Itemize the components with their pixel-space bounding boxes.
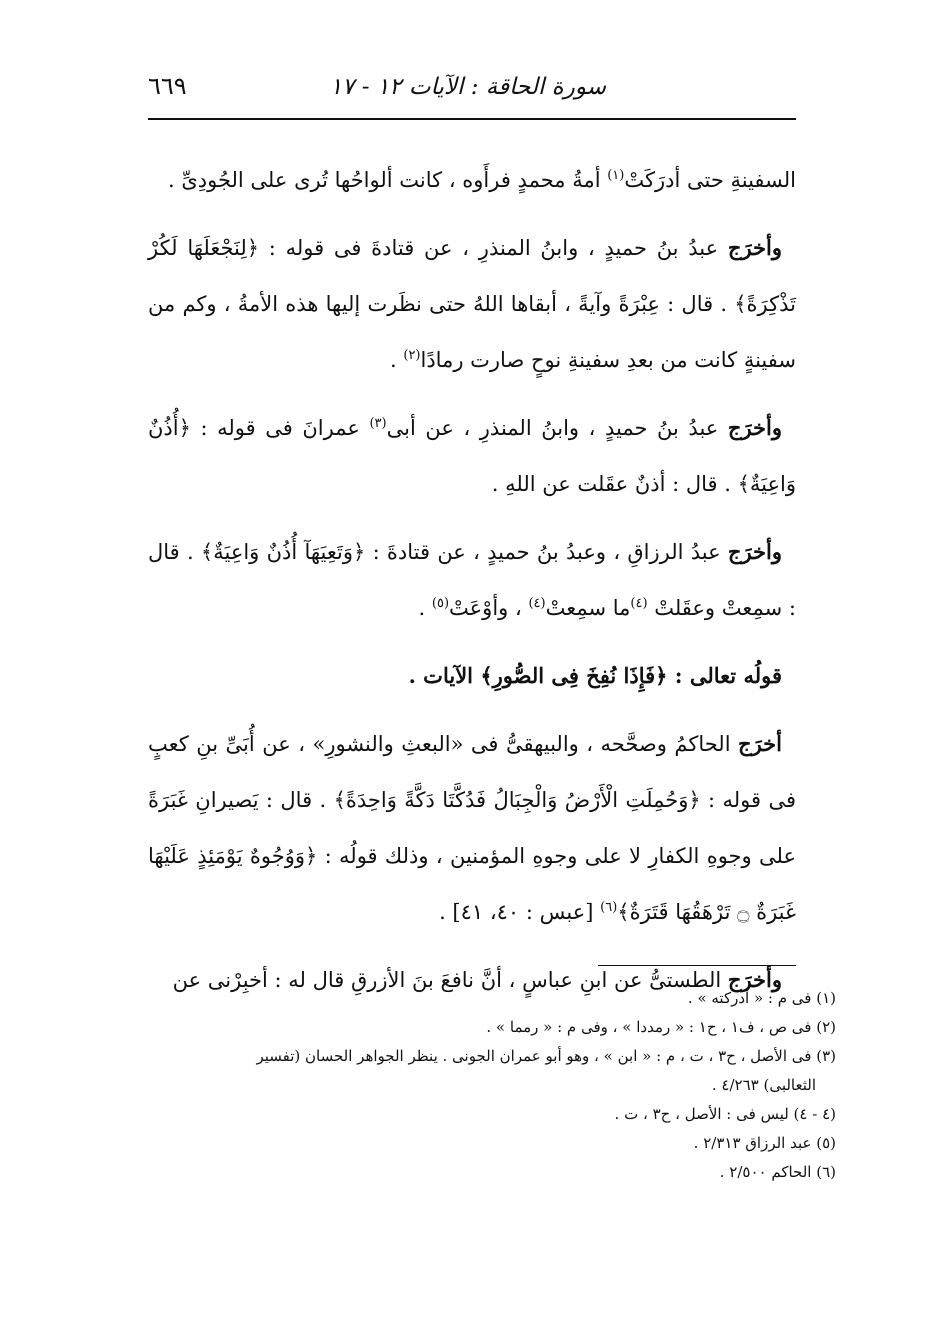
- footnote-3: (٣) فى الأصل ، ح٣ ، ت ، م : « ابن » ، وهو أبو عمران الجونى . ينظر الجواهر الحسان (تفسير: [256, 1047, 836, 1065]
- paragraph-text: .: [390, 348, 404, 372]
- footnote-rule: [598, 965, 796, 966]
- running-title: سورة الحاقة : الآيات ١٢ - ١٧: [329, 74, 606, 100]
- paragraph-text: الطستىُّ عن ابنِ عباسٍ ، أنَّ نافعَ بنَ الأزرقِ قال له : أخبِرْنى عن: [172, 968, 728, 992]
- footnotes: [148, 984, 836, 1187]
- paragraph-text: ، وأوْعَتْ: [449, 596, 529, 620]
- paragraph-text: السفينةِ حتى أدرَكَتْ: [624, 168, 796, 192]
- paragraph-5: [148, 716, 796, 940]
- footnote-ref-4-open[interactable]: (٤): [630, 596, 648, 611]
- main-text: [148, 152, 796, 1020]
- paragraph-text: أمةُ محمدٍ فرأَوه ، كانت ألواحُها تُرى على الجُودِىِّ .: [167, 168, 608, 192]
- footnote-ref-6[interactable]: (٦): [600, 900, 618, 915]
- footnote-1: (١) فى م : « أدركته » .: [687, 989, 836, 1007]
- paragraph-text: عمرانَ فى قوله : ﴿أُذُنٌ وَاعِيَةٌ﴾ . قال : أذنٌ عقَلت عن اللهِ .: [148, 416, 796, 496]
- paragraph-label: وأخرَج: [727, 967, 782, 992]
- paragraph-text: ما سمِعتْ: [545, 596, 631, 620]
- paragraph-text: عبدُ الرزاقِ ، وعبدُ بنُ حميدٍ ، عن قتادةَ : ﴿وَتَعِيَهَآ أُذُنٌ وَاعِيَةٌ﴾ . قال : سمِعتْ وعقَلتْ: [148, 540, 796, 620]
- footnote-5: (٥) عبد الرزاق ٢/٣١٣ .: [693, 1134, 836, 1152]
- heading-text: ﴿فَإِذَا نُفِخَ فِى الصُّورِ﴾ الآيات .: [408, 663, 675, 688]
- paragraph-label: وأخرَج: [727, 235, 782, 260]
- footnote-ref-4-close[interactable]: (٤): [528, 596, 546, 611]
- paragraph-label: وأخرَج: [727, 539, 782, 564]
- footnote-ref-5[interactable]: (٥): [431, 596, 450, 611]
- footnote-4: (٤ - ٤) ليس فى : الأصل ، ح٣ ، ت .: [614, 1105, 836, 1123]
- paragraph-4: [148, 524, 796, 636]
- paragraph-label: وأخرَج: [727, 415, 782, 440]
- footnote-6: (٦) الحاكم ٢/٥٠٠ .: [719, 1163, 836, 1181]
- paragraph-2: [148, 220, 796, 388]
- footnote-ref-1[interactable]: (١): [607, 168, 625, 183]
- page-number: ٦٦٩: [148, 72, 187, 100]
- section-heading: [148, 648, 796, 704]
- footnote-2: (٢) فى ص ، ف١ ، ح١ : « رمددا » ، وفى م : « رمما » .: [486, 1018, 836, 1036]
- footnote-ref-3[interactable]: (٣): [369, 416, 387, 431]
- paragraph-text: .: [418, 596, 432, 620]
- paragraph-label: أخرَج: [738, 731, 782, 756]
- paragraph-text: عبدُ بنُ حميدٍ ، وابنُ المنذرِ ، عن قتادةَ فى قوله : ﴿لِنَجْعَلَهَا لَكُرْ تَذْكِرَةً﴾ . قال : عِبْرَةً وآيةً ، أبقاها اللهُ حتى نظَرت إليها هذه الأمةُ ، وكم من سفينةٍ كانت من بعدِ سفينةِ نوحٍ صارت رمادًا: [148, 236, 796, 372]
- page-header: [148, 70, 796, 110]
- paragraph-3: [148, 400, 796, 512]
- footnote-ref-2[interactable]: (٢): [403, 348, 421, 363]
- paragraph-1: [148, 152, 796, 208]
- paragraph-text: الحاكمُ وصحَّحه ، والبيهقىُّ فى «البعثِ والنشورِ» ، عن أُبَىِّ بنِ كعبٍ فى قوله : ﴿وَحُمِلَتِ الْأَرْضُ وَالْجِبَالُ فَدُكَّتَا دَكَّةً وَاحِدَةً﴾ . قال : يَصيرانِ غَبَرَةً على وجوهِ الكفارِ لا على وجوهِ المؤمنين ، وذلك قولُه : ﴿وَوُجُوهٌ يَوْمَئِذٍ عَلَيْهَا غَبَرَةٌ ۝ تَرْهَقُهَا قَتَرَةٌ﴾: [148, 732, 796, 924]
- heading-label: قولُه تعالى :: [674, 663, 782, 688]
- paragraph-text: عبدُ بنُ حميدٍ ، وابنُ المنذرِ ، عن أبى: [386, 416, 728, 440]
- header-rule: [148, 118, 796, 120]
- paragraph-text: [عبس : ٤٠، ٤١] .: [439, 900, 601, 924]
- footnote-3-continued: الثعالبى) ٤/٢٦٣ .: [711, 1076, 816, 1094]
